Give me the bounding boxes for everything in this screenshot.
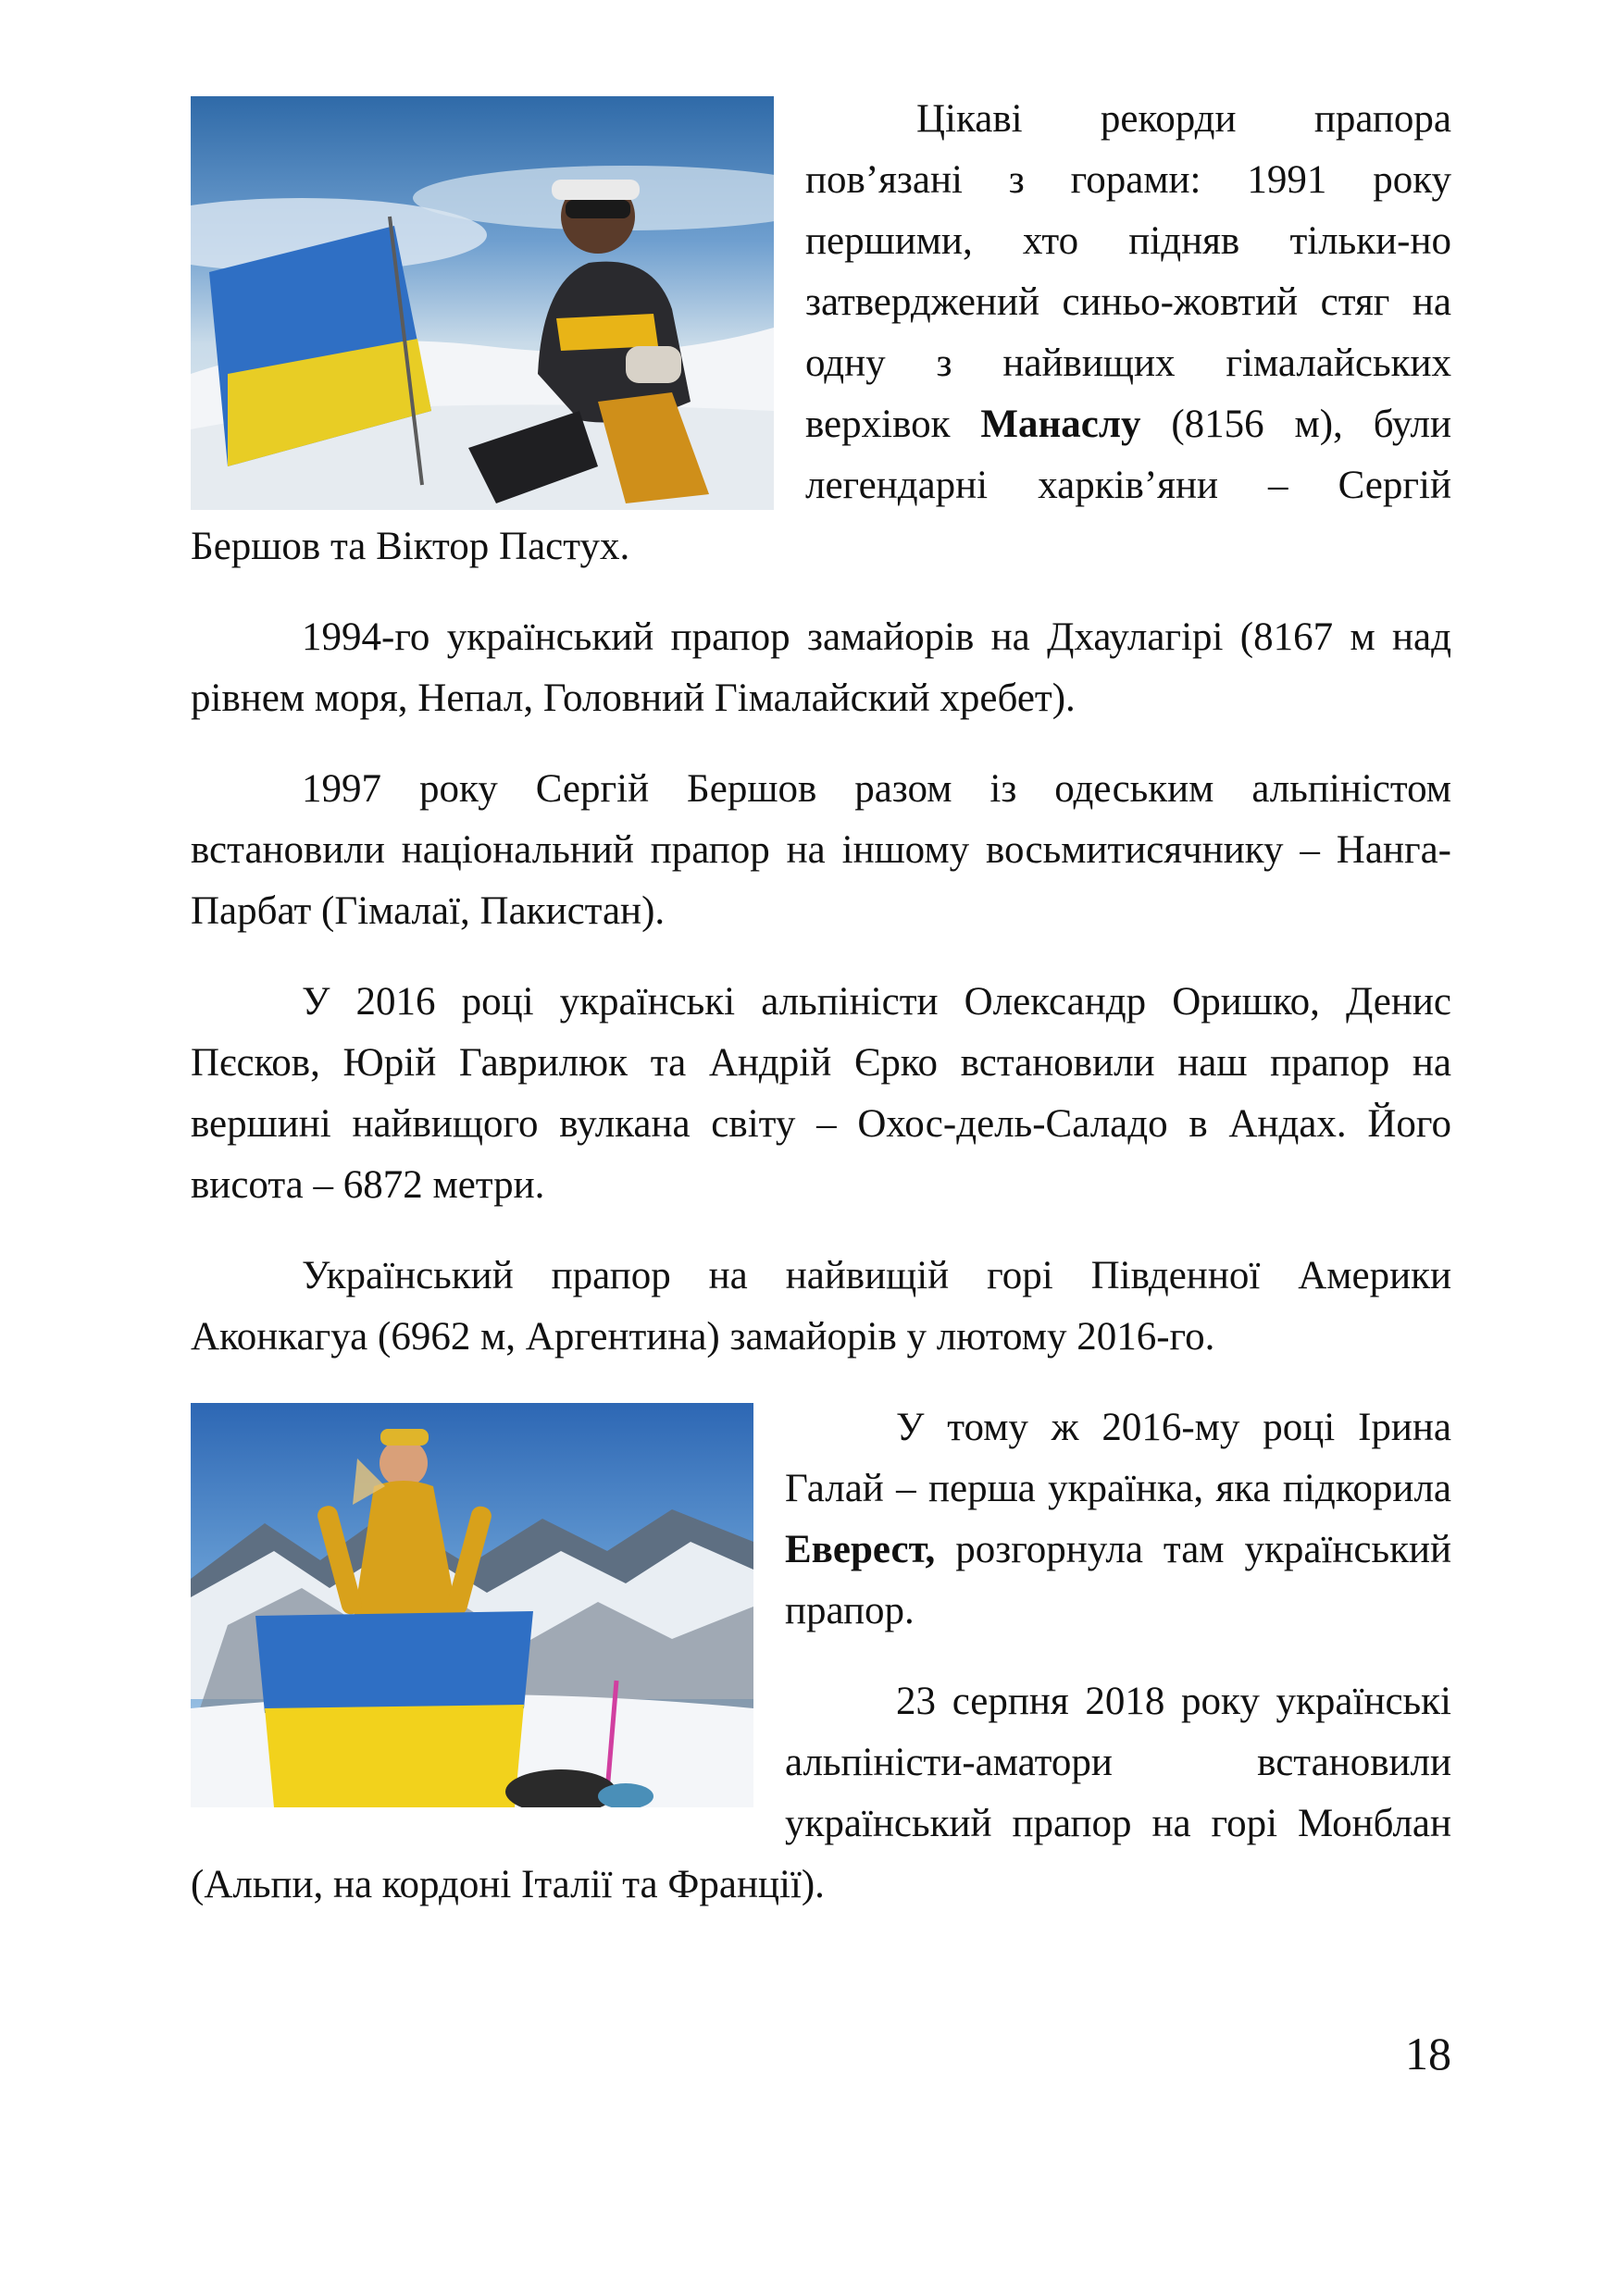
paragraph-dhaulagiri: 1994-го український прапор замайорів на Дхаулагірі (8167 м над рівнем моря, Непал, Головний Гімалайский хребет).: [191, 615, 1451, 720]
paragraph-aconcagua: Український прапор на найвищій горі Південної Америки Аконкагуа (6962 м, Аргентина) замайорів у лютому 2016-го.: [191, 1254, 1451, 1359]
bold-manaslu: Манаслу: [980, 403, 1141, 446]
paragraph-manaslu: Цікаві рекорди прапора пов’язані з горами: 1991 року першими, хто підняв тільки-но затверджений синьо-жовтий стяг на одну з найвищих гімалайських верхівок Манаслу (8156 м), були легендарні харків’яни – Сергій Бершов та Віктор Пастух.: [191, 97, 1452, 568]
paragraph-everest: У тому ж 2016-му році Ірина Галай – перша українка, яка підкорила Еверест, розгорнула там український прапор.: [785, 1406, 1451, 1632]
bold-everest: Еверест,: [785, 1528, 936, 1571]
paragraph-ojos-del-salado: У 2016 році українські альпіністи Олександр Оришко, Денис Пєсков, Юрій Гаврилюк та Андрій Єрко встановили наш прапор на вершині найвищого вулкана світу – Охос-дель-Саладо в Андах. Його висота – 6872 метри.: [191, 980, 1451, 1207]
photo-woman-with-flag-everest: [191, 1403, 753, 1807]
paragraph-nanga-parbat: 1997 року Сергій Бершов разом із одеським альпіністом встановили національний прапор на іншому восьмитисячнику – Нанга-Парбат (Гімалаї, Пакистан).: [191, 767, 1451, 933]
photo-climber-with-flag-manaslu: [191, 96, 774, 510]
page-number: 18: [1405, 2028, 1451, 2079]
paragraph-mont-blanc: 23 серпня 2018 року українські альпіністи-аматори встановили український прапор на горі Монблан (Альпи, на кордоні Італії та Франції).: [191, 1680, 1451, 1906]
page-content: [191, 89, 1451, 1945]
